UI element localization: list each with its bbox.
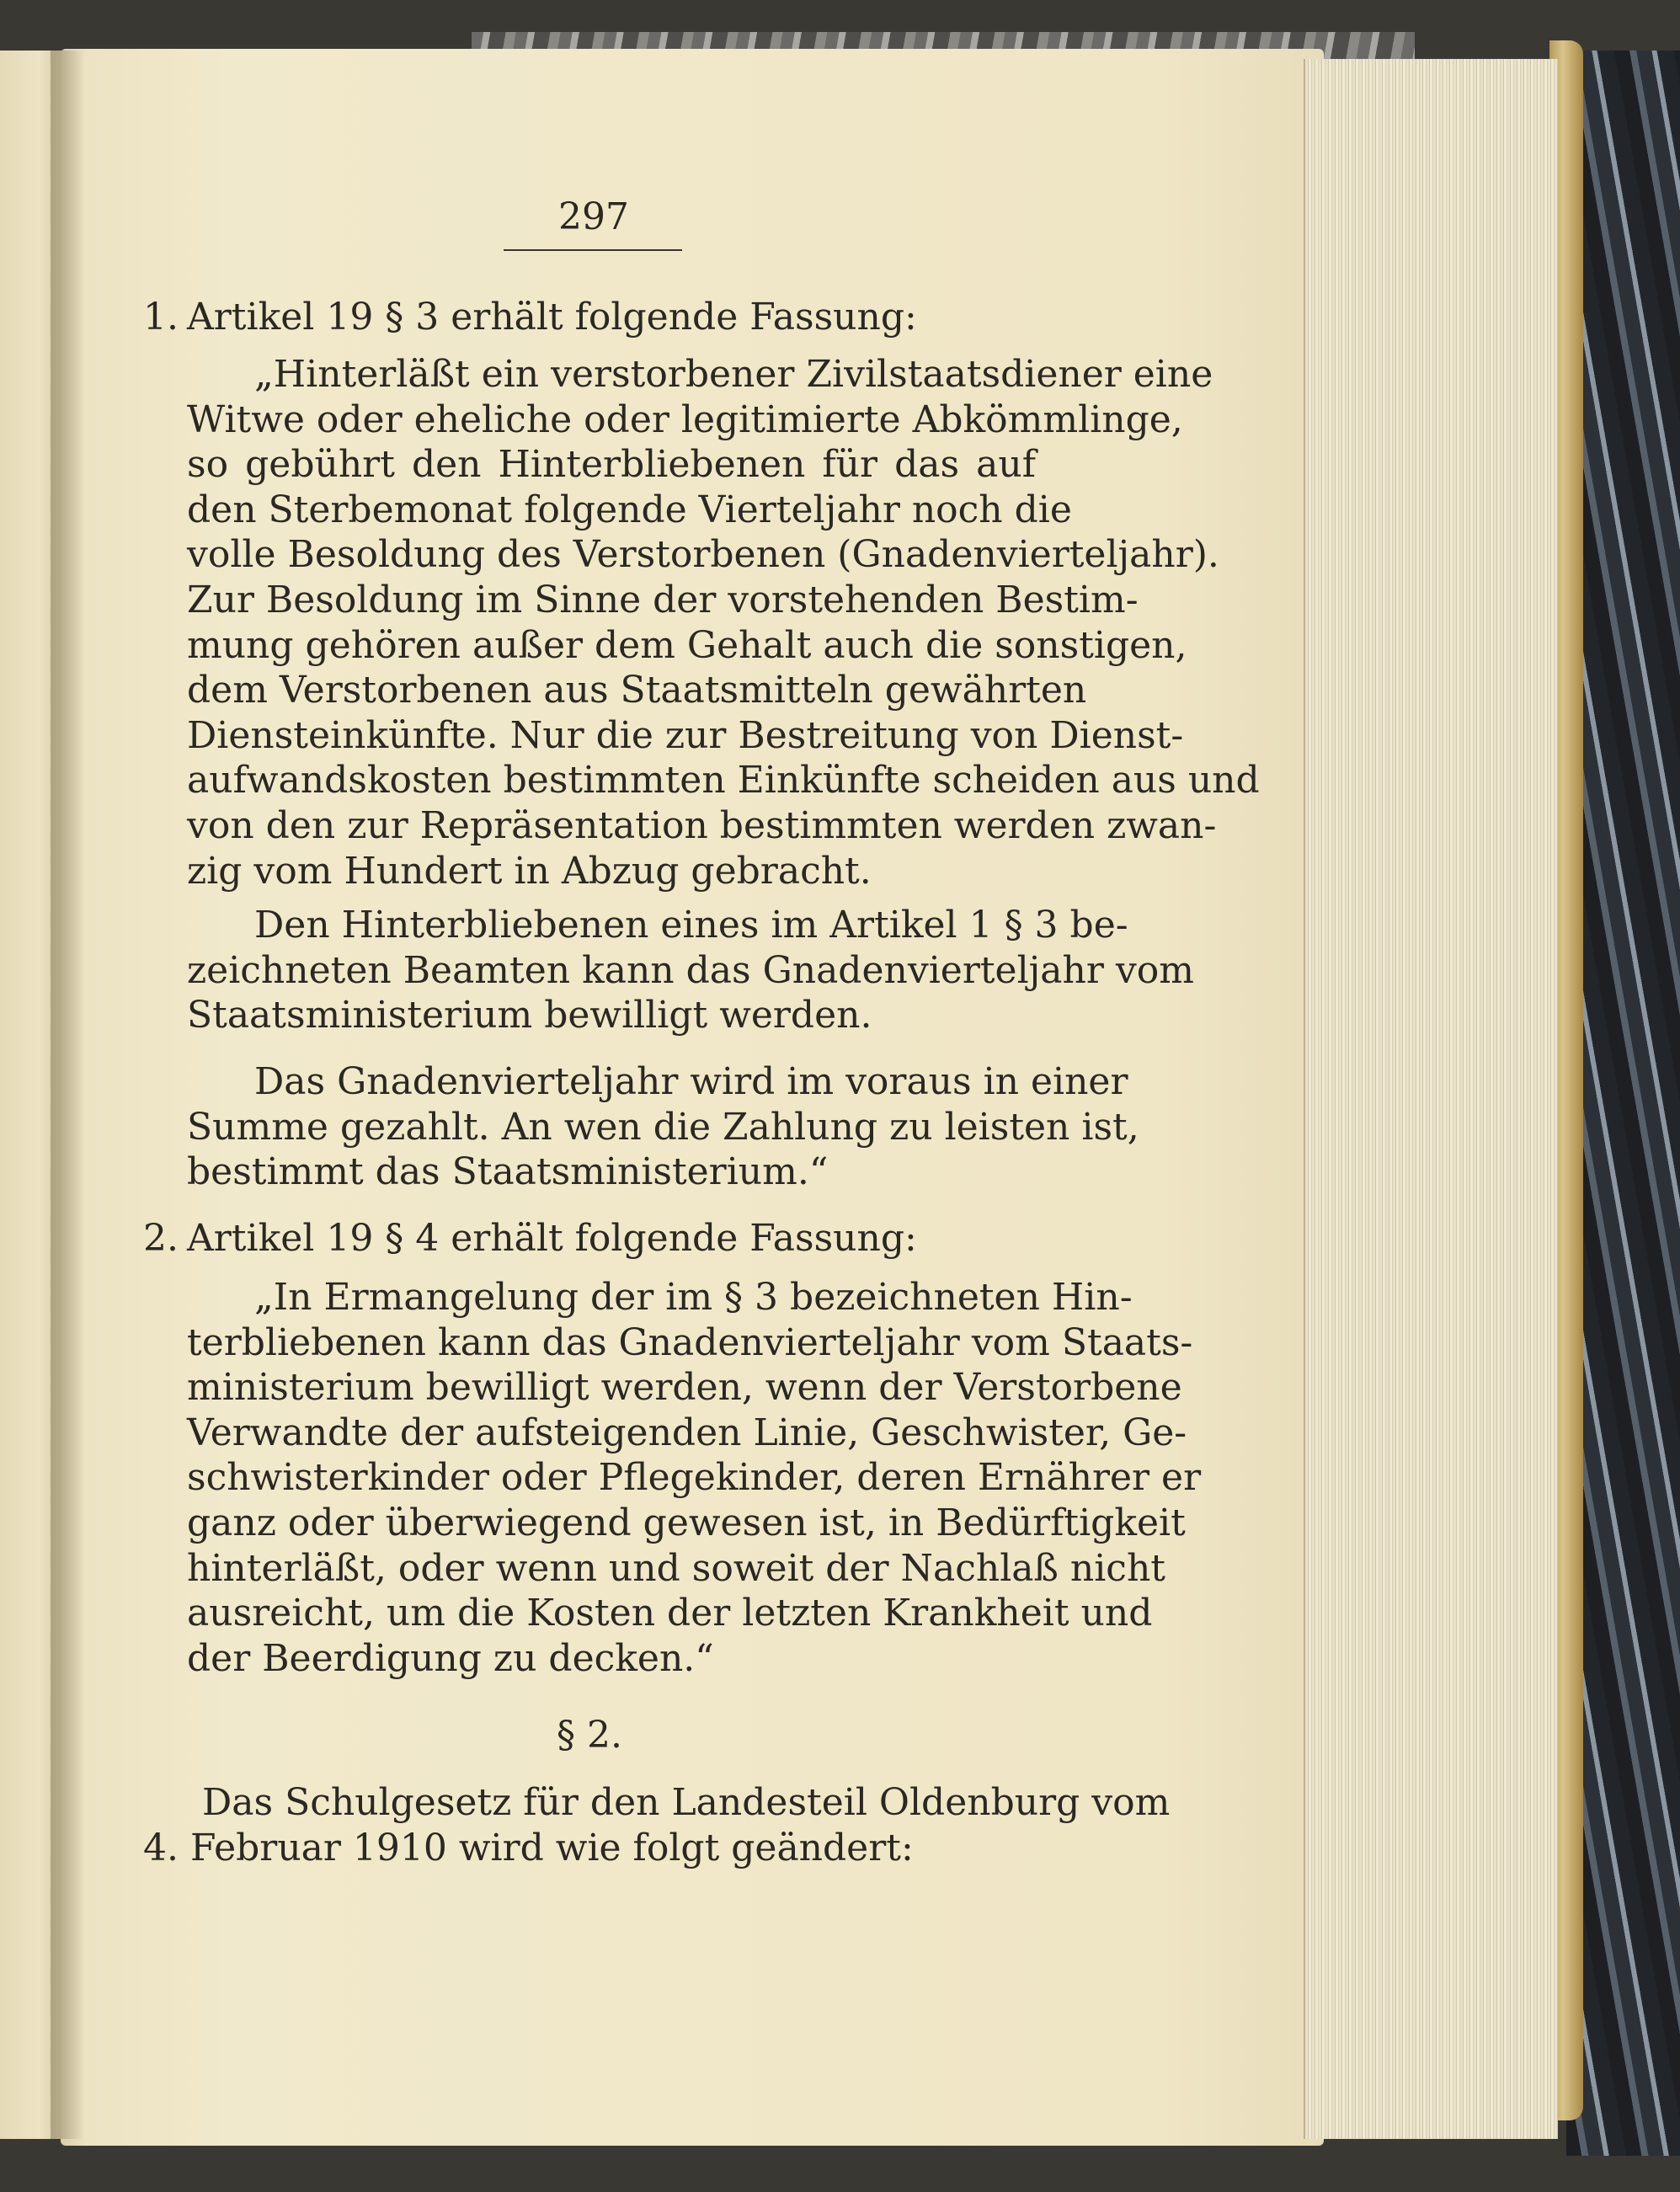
text-line: ausreicht, um die Kosten der letzten Krankheit und — [187, 1592, 1153, 1635]
final-paragraph — [143, 1780, 1171, 1870]
text-line: 4. Februar 1910 wird wie folgt geändert: — [143, 1826, 914, 1869]
paragraph — [187, 1059, 1139, 1195]
page-number-rule — [504, 249, 682, 251]
paragraph — [187, 352, 1260, 893]
text-line: Das Gnadenvierteljahr wird im voraus in einer — [254, 1060, 1128, 1103]
text-line: „Hinterläßt ein verstorbener Zivilstaatsdiener eine — [254, 353, 1213, 396]
text-line: Diensteinkünfte. Nur die zur Bestreitung von Dienst- — [187, 713, 1184, 757]
text-line: hinterläßt, oder wenn und soweit der Nachlaß nicht — [187, 1546, 1165, 1590]
section-heading: Artikel 19 § 4 erhält folgende Fassung: — [187, 1217, 917, 1260]
paragraph — [187, 903, 1194, 1038]
text-line: Zur Besoldung im Sinne der vorstehenden Bestim- — [187, 578, 1139, 621]
text-line: „In Ermangelung der im § 3 bezeichneten Hin- — [254, 1276, 1133, 1319]
text-line: der Beerdigung zu decken.“ — [187, 1636, 714, 1680]
text-line: Staatsministerium bewilligt werden. — [187, 994, 872, 1037]
text-line: so gebührt den Hinterbliebenen für das auf — [187, 443, 1036, 487]
gutter-shadow — [51, 51, 84, 2139]
text-line: schwisterkinder oder Pflegekinder, deren Ernährer er — [187, 1456, 1202, 1500]
marbled-cover-right — [1566, 51, 1680, 2156]
text-line: den Sterbemonat folgende Vierteljahr noch die — [187, 488, 1072, 531]
text-line: von den zur Repräsentation bestimmten werden zwan- — [187, 803, 1217, 847]
text-line: mung gehören außer dem Gehalt auch die sonstigen, — [187, 623, 1187, 667]
page-stack-edges — [1304, 59, 1558, 2139]
text-line: aufwandskosten bestimmten Einkünfte scheiden aus und — [187, 759, 1260, 803]
text-line: Summe gezahlt. An wen die Zahlung zu leisten ist, — [187, 1105, 1139, 1149]
text-line: volle Besoldung des Verstorbenen (Gnadenvierteljahr). — [187, 533, 1219, 577]
text-line: terbliebenen kann das Gnadenvierteljahr vom Staats- — [187, 1320, 1193, 1364]
text-line: Witwe oder eheliche oder legitimierte Abkömmlinge, — [187, 397, 1183, 441]
page-number: 297 — [558, 195, 629, 238]
paragraph — [187, 1275, 1202, 1681]
section-label: 2. — [143, 1217, 179, 1260]
section-mark: § 2. — [557, 1714, 622, 1757]
text-line: ganz oder überwiegend gewesen ist, in Bedürftigkeit — [187, 1501, 1186, 1544]
text-line: Den Hinterbliebenen eines im Artikel 1 § 3 be- — [254, 904, 1128, 947]
text-line: ministerium bewilligt werden, wenn der Verstorbene — [187, 1366, 1182, 1410]
section-label: 1. — [143, 296, 179, 339]
text-line: Das Schulgesetz für den Landesteil Oldenburg vom — [202, 1781, 1171, 1824]
text-line: Verwandte der aufsteigenden Linie, Geschwister, Ge- — [187, 1411, 1187, 1454]
text-line: dem Verstorbenen aus Staatsmitteln gewährten — [187, 669, 1087, 712]
text-line: zig vom Hundert in Abzug gebracht. — [187, 849, 872, 893]
text-line: bestimmt das Staatsministerium.“ — [187, 1150, 829, 1194]
text-line: zeichneten Beamten kann das Gnadenvierteljahr vom — [187, 948, 1194, 992]
section-heading: Artikel 19 § 3 erhält folgende Fassung: — [187, 296, 917, 339]
